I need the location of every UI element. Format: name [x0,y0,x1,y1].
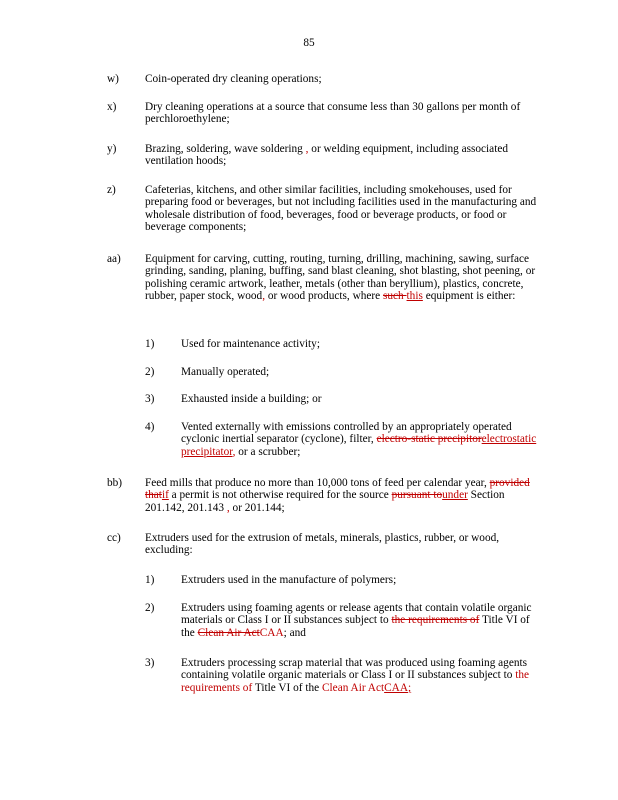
item-label: cc) [107,532,121,544]
item-label: bb) [107,477,123,489]
item-label: 1) [145,338,155,350]
revision-mark: , [302,143,309,155]
text-run: Vented externally with emissions controlled by an appropriately operated cyclonic inertial separator (cyclone), filter, [181,421,512,446]
item-label: 1) [145,574,155,586]
text-run: Feed mills that produce no more than 10,000 tons of feed per calendar year, [145,477,490,489]
inserted-text: if [161,489,169,502]
text-run: Title VI of the [181,614,530,639]
revision-mark: Clean Air Act [322,681,385,694]
text-run: Extruders processing scrap material that was produced using foaming agents containing volatile organic materials or Class I or II substances subject to [181,657,528,682]
item-text [181,602,541,639]
deleted-text: Clean Air Act [197,626,260,639]
inserted-text: ; [407,681,412,694]
item-label: 3) [145,393,155,405]
text-run: Equipment for carving, cutting, routing, turning, drilling, machining, sawing, surface grinding, sanding, planing, buffing, sand blast cleaning, shot blasting, shot peening, or polishing ceramic artwork, leather, metals (other than beryllium), plastics, concrete, rubber, paper stock, wood [145,253,536,303]
item-label: w) [107,73,119,85]
item-text: Manually operated; [181,366,270,378]
item-text: Extruders used for the extrusion of metals, minerals, plastics, rubber, or wood, excluding: [145,532,500,557]
text-run: or wood products, where [265,290,383,303]
text-run: Title VI of the [252,681,322,694]
text-run: equipment is either: [422,290,516,303]
text-run: or welding equipment, including associated ventilation hoods; [145,143,509,168]
text-run: Section 201.142, 201.143 [145,489,505,514]
item-text: Dry cleaning operations at a source that consume less than 30 gallons per month of perchloroethylene; [145,101,521,126]
item-label: 4) [145,421,155,433]
revision-mark: , [224,501,230,514]
revision-mark: CAA [259,626,284,639]
text-run: or 201.144; [229,501,285,514]
item-text [145,477,540,514]
page-number: 85 [303,37,315,49]
inserted-text: electrostatic precipitator [181,433,537,458]
item-label: y) [107,143,117,155]
item-label: z) [107,184,116,196]
inserted-text: under [442,489,468,502]
item-text [145,143,540,168]
item-text [145,253,540,303]
item-text [181,421,541,458]
deleted-text: provided that [145,477,530,502]
text-run: or a scrubber; [235,445,301,458]
item-label: aa) [107,253,121,265]
text-run: ; and [283,626,306,639]
item-label: 3) [145,657,155,669]
revision-mark: , [262,290,266,303]
item-text: Coin-operated dry cleaning operations; [145,73,322,85]
item-text: Cafeterias, kitchens, and other similar facilities, including smokehouses, used for preparing food or beverages, but not including facilities used in the manufacturing and wholesale distribution of food, beverages, food or beverage products, or food or beverage components; [145,184,537,234]
deleted-text: electro-static precipitor [376,433,482,446]
text-run: Extruders using foaming agents or release agents that contain volatile organic materials or Class I or II substances subject to [181,602,532,627]
item-label: 2) [145,602,155,614]
inserted-text: CAA [384,681,408,694]
item-text [181,657,541,694]
item-text: Extruders used in the manufacture of polymers; [181,574,397,586]
deleted-text: such [383,290,407,303]
text-run: a permit is not otherwise required for the source [168,489,392,502]
item-text: Exhausted inside a building; or [181,393,322,405]
deleted-text: the requirements of [391,614,480,627]
revision-mark: , [232,445,236,458]
text-run: Brazing, soldering, wave soldering [145,143,303,155]
deleted-text: pursuant to [391,489,443,502]
inserted-text: this [406,290,423,303]
item-label: 2) [145,366,155,378]
item-label: x) [107,101,117,113]
item-text: Used for maintenance activity; [181,338,320,350]
revision-mark: the requirements of [181,669,530,694]
